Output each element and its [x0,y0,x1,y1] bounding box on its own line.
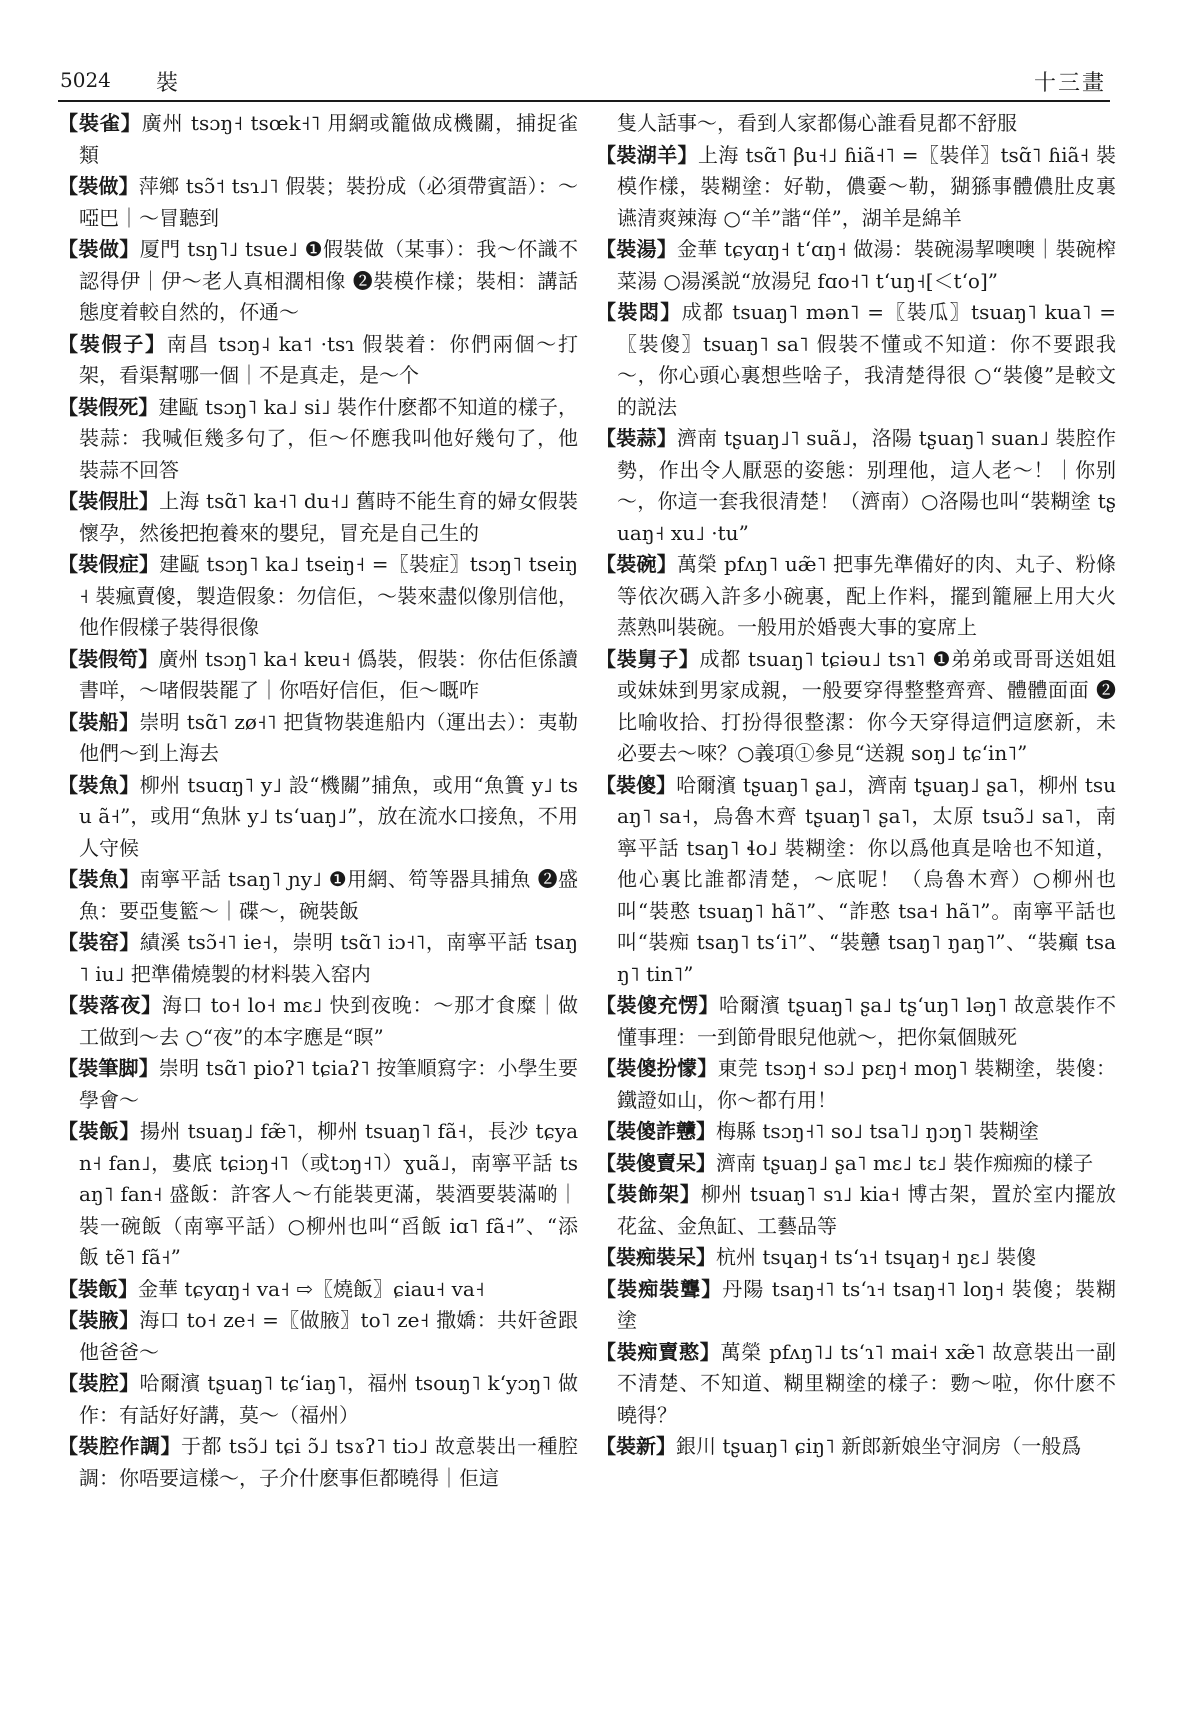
dictionary-entry [58,990,578,1053]
entry-headword: 【裝窑】 [58,930,140,954]
dictionary-entry [596,1431,1116,1463]
dictionary-entry [596,297,1116,423]
entry-definition: 銀川 tʂuaŋ˥ ɕiŋ˥ 新郎新娘坐守洞房（一般爲 [676,1434,1082,1458]
entry-headword: 【裝假症】 [58,552,160,576]
left-column [58,108,578,1688]
entry-headword: 【裝痴賣憨】 [596,1339,721,1364]
dictionary-entry [58,108,578,171]
entry-headword: 【裝傻賣呆】 [596,1150,716,1175]
entry-definition: 海口 to˧ ze˧ =〖做腋〗to˥ ze˧ 撒嬌：共奸爸跟他爸爸～ [79,1308,578,1364]
entry-definition: 上海 tsɑ̃˥ ka˧˥ du˧˩ 舊時不能生育的婦女假裝懷孕，然後把抱養來的嬰兒，冒充是自己生的 [79,489,578,545]
dictionary-entry [596,1274,1116,1337]
entry-headword: 【裝舅子】 [596,646,700,671]
dictionary-entry [596,234,1116,297]
dictionary-entry [596,423,1116,549]
entry-definition: 東莞 tsɔŋ˧ sɔ˩ pɛŋ˧ moŋ˥ 裝糊塗，裝傻：鐵證如山，你～都冇用！ [617,1056,1116,1112]
entry-definition: 隻人話事～，看到人家都傷心誰看見都不舒服 [617,111,1017,135]
dictionary-entry [596,644,1116,770]
dictionary-entry [58,1274,578,1306]
entry-headword: 【裝魚】 [58,867,140,891]
entry-headword: 【裝悶】 [596,300,682,324]
entry-definition: 濟南 tʂuaŋ˩˥ suã˩，洛陽 tʂuaŋ˥ suan˩ 裝腔作勢，作出令人厭惡的姿態：别理他，這人老～！｜你别～，你這一套我很清楚！（濟南）○洛陽也叫“裝糊塗 tʂuaŋ˧ xu˩ ·tu” [617,426,1116,545]
entry-definition: 崇明 tsɑ̃˥ zø˧˥ 把貨物裝進船内（運出去）：夷勒他們～到上海去 [79,709,578,765]
entry-headword: 【裝飯】 [58,1119,140,1143]
entry-headword: 【裝蒜】 [596,426,677,450]
entry-definition: 柳州 tsuɑŋ˥ y˩ 設“機關”捕魚，或用“魚簣 y˩ tsu ã˧”，或用“魚牀 y˩ tsʻuaŋ˩”，放在流水口接魚，不用人守候 [79,772,578,860]
dictionary-entry [58,549,578,644]
entry-definition: 厦門 tsŋ˥˩ tsue˩ ❶假裝做（某事）：我～伓識不認得伊｜伊～老人真相濶相像 ❷裝模作樣；裝相：講話態度着較自然的，伓通～ [79,237,578,324]
dictionary-entry [58,644,578,707]
entry-headword: 【裝做】 [58,174,139,198]
entry-headword: 【裝船】 [58,709,140,734]
dictionary-entry [596,1053,1116,1116]
dictionary-entry [596,108,1116,140]
entry-definition: 揚州 tsuaŋ˩ fæ̃˥，柳州 tsuaŋ˥ fã˧，長沙 tɕyan˧ fan˩，婁底 tɕiɔŋ˧˥（或tɔŋ˧˥）ɣuã˩，南寧平話 tsaŋ˥ fan˧ 盛飯：許客人～冇能裝更滿，裝酒要裝滿啲｜裝一碗飯（南寧平話）○柳州也叫“舀飯 iɑ˥ fã˧”、“添飯 tẽ˥ fã˧” [79,1119,578,1269]
entry-headword: 【裝湖羊】 [596,142,698,167]
entry-headword: 【裝痴裝呆】 [596,1245,716,1269]
entry-headword: 【裝痴裝聾】 [596,1276,723,1301]
entry-definition: 上海 tsɑ̃˥ βu˧˩ ɦiã˧˥ =〖裝佯〗tsɑ̃˥ ɦiã˧ 裝模作樣，裝糊塗：好勒，儂嫑～勒，猢猻事體儂肚皮裏䜩清爽辣海 ○“羊”諧“佯”，湖羊是綿羊 [617,142,1116,230]
entry-headword: 【裝新】 [596,1434,676,1458]
dictionary-entry [58,770,578,865]
entry-definition: 濟南 tʂuaŋ˩ ʂa˥ mɛ˩ tɛ˩ 裝作痴痴的樣子 [716,1150,1094,1175]
entry-definition: 杭州 tsɥaŋ˧ tsʻɿ˧ tsɥaŋ˧ ŋɛ˩ 裝傻 [716,1245,1037,1269]
dictionary-entry [596,140,1116,235]
entry-headword: 【裝落夜】 [58,993,162,1017]
entry-definition: 建甌 tsɔŋ˥ ka˩ si˩ 裝作什麽都不知道的樣子，裝蒜：我喊佢幾多句了，佢～伓應我叫他好幾句了，他裝蒜不回答 [79,394,578,482]
entry-headword: 【裝魚】 [58,772,140,797]
entry-headword: 【裝傻詐戇】 [596,1119,716,1143]
entry-definition: 萬榮 pfʌŋ˥˩ tsʻɿ˥ mai˧ xæ̃˥ 故意裝出一副不清楚、不知道、糊里糊塗的樣子：覅～啦，你什麽不曉得？ [617,1339,1116,1427]
entry-headword: 【裝雀】 [58,111,142,135]
entry-definition: 成都 tsuaŋ˥ mən˥ =〖裝瓜〗tsuaŋ˥ kua˥ =〖裝傻〗tsuaŋ˥ sa˥ 假裝不懂或不知道：你不要跟我～，你心頭心裏想些啥子，我清楚得很 ○“裝傻”是較文的説法 [617,300,1116,419]
dictionary-entry [58,707,578,770]
dictionary-entry [58,1305,578,1368]
entry-headword: 【裝假死】 [58,394,159,419]
entry-headword: 【裝做】 [58,237,140,261]
entry-headword: 【裝傻扮懞】 [596,1056,718,1080]
dictionary-entry [58,927,578,990]
entry-definition: 于都 tsɔ̃˩ tɕi ɔ̃˩ tsɤʔ˥ tiɔ˩ 故意裝出一種腔調：你唔要這樣～，子介什麽事佢都曉得｜佢這 [79,1434,578,1490]
entry-definition: 柳州 tsuaŋ˥ sɿ˩ kia˧ 博古架，置於室内擺放花盆、金魚缸、工藝品等 [617,1182,1116,1238]
dictionary-entry [58,1368,578,1431]
entry-definition: 丹陽 tsaŋ˧˥ tsʻɿ˧ tsaŋ˧˥ loŋ˧ 裝傻；裝糊塗 [617,1276,1116,1332]
entry-headword: 【裝飾架】 [596,1182,701,1206]
dictionary-entry [58,486,578,549]
entry-headword: 【裝湯】 [596,237,677,261]
entry-headword: 【裝腔】 [58,1371,140,1395]
entry-headword: 【裝腔作調】 [58,1434,182,1458]
dictionary-entry [58,171,578,234]
dictionary-entry [596,549,1116,644]
dictionary-entry [596,1337,1116,1432]
entry-definition: 績溪 tsɔ̃˧˥ ie˧，崇明 tsɑ̃˥ iɔ˧˥，南寧平話 tsaŋ˥ iu˩ 把準備燒製的材料裝入窑内 [79,930,578,986]
entry-headword: 【裝碗】 [596,552,677,576]
entry-definition: 廣州 tsɔŋ˧ tsœk˧˥ 用網或籠做成機關，捕捉雀類 [79,111,578,167]
stroke-count-section-label: 十三畫 [1033,71,1106,96]
entry-definition: 哈爾濱 tʂuaŋ˥ tɕʻiaŋ˥，福州 tsouŋ˥ kʻyɔŋ˥ 做作：有話好好講，莫～（福州） [79,1371,578,1427]
entry-definition: 金華 tɕyɑŋ˧ tʻɑŋ˧ 做湯：裝碗湯挈噢噢｜裝碗榨菜湯 ○湯溪説“放湯兒 fɑo˧˥ tʻuŋ˧[＜tʻo]” [617,237,1116,293]
right-column [596,108,1116,1688]
dictionary-entry [596,990,1116,1053]
dictionary-entry [58,1053,578,1116]
dictionary-entry [596,770,1116,991]
entry-headword: 【裝腋】 [58,1308,140,1332]
entry-headword: 【裝假子】 [58,331,167,356]
entry-definition: 梅縣 tsɔŋ˧˥ so˩ tsa˥˩ ŋɔŋ˥ 裝糊塗 [716,1119,1039,1143]
dictionary-entry [58,392,578,487]
page-number: 5024 [60,68,111,92]
entry-headword: 【裝傻】 [596,772,677,797]
entry-definition: 建甌 tsɔŋ˥ ka˩ tseiŋ˧ =〖裝症〗tsɔŋ˥ tseiŋ˧ 裝瘋賣傻，製造假象：勿信佢，～裝來盡似像別信他，他作假樣子裝得很像 [79,552,578,639]
entry-definition: 廣州 tsɔŋ˥ ka˧ kɐu˧ 僞裝，假裝：你估佢係讀書咩，～啫假裝罷了｜你唔好信佢，佢～嘅咋 [79,646,578,702]
entry-headword: 【裝假肚】 [58,489,160,513]
dictionary-entry [58,1116,578,1274]
dictionary-entry [596,1242,1116,1274]
running-head-character: 裝 [156,71,179,96]
entry-headword: 【裝筆脚】 [58,1056,159,1080]
entry-headword: 【裝飯】 [58,1276,138,1301]
entry-definition: 哈爾濱 tʂuaŋ˥ ʂa˩ tʂʻuŋ˥ ləŋ˥ 故意裝作不懂事理：一到節骨眼兒他就～，把你氣個賊死 [617,993,1116,1049]
dictionary-entry [596,1116,1116,1148]
entry-definition: 海口 to˧ lo˧ mɛ˩ 快到夜晚：～那才食糜｜做工做到～去 ○“夜”的本字應是“暝” [79,993,578,1049]
entry-headword: 【裝傻充愣】 [596,993,720,1017]
entry-definition: 金華 tɕyɑŋ˧ va˧ ⇨〖燒飯〗ɕiau˧ va˧ [138,1276,485,1301]
entry-definition: 南寧平話 tsaŋ˥ ɲy˩ ❶用網、笱等器具捕魚 ❷盛魚：要亞隻籃～｜碟～，碗裝飯 [79,867,578,923]
dictionary-entry [596,1148,1116,1180]
page-header [58,60,1110,102]
dictionary-entry [58,329,578,392]
entry-definition: 成都 tsuaŋ˥ tɕiəu˩ tsɿ˥ ❶弟弟或哥哥送姐姐或妹妹到男家成親，一般要穿得整整齊齊、體體面面 ❷比喻收拾、打扮得很整潔：你今天穿得這們這麽新，未必要去～唻？○義項①參見“送親 soŋ˩ tɕʻin˥” [617,646,1116,765]
dictionary-entry [596,1179,1116,1242]
entry-definition: 南昌 tsɔŋ˨ ka˦ ·tsɿ 假裝着：你們兩個～打架，看渠幫哪一個｜不是真走，是～个 [79,331,578,387]
entry-headword: 【裝假笱】 [58,646,159,671]
dictionary-entry [58,1431,578,1494]
dictionary-entry [58,234,578,329]
entry-definition: 萬榮 pfʌŋ˥ uæ̃˥ 把事先準備好的肉、丸子、粉條等依次碼入許多小碗裏，配上作料，擺到籠屜上用大火蒸熟叫裝碗。一般用於婚喪大事的宴席上 [617,552,1116,639]
entry-definition: 哈爾濱 tʂuaŋ˥ ʂa˩，濟南 tʂuaŋ˩ ʂa˥，柳州 tsuaŋ˥ sa˧，烏魯木齊 tʂuaŋ˥ ʂa˥，太原 tsuɔ̃˩ sa˥，南寧平話 tsaŋ˥ ɬo˩ 裝糊塗：你以爲他真是啥也不知道，他心裏比誰都清楚，～底呢！（烏魯木齊）○柳州也叫“裝憨 tsuaŋ˥ hã˥”、“詐憨 tsa˧ hã˥”。南寧平話也叫“裝痴 tsaŋ˥ tsʻi˥”、“裝戇 tsaŋ˥ ŋaŋ˥”、“裝癲 tsaŋ˥ tin˥” [617,772,1116,986]
dictionary-entry [58,864,578,927]
entry-definition: 萍鄉 tsɔ̃˦ tsɿ˩˥ 假裝；裝扮成（必須帶賓語）：～啞巴｜～冒聽到 [79,174,578,230]
entry-definition: 崇明 tsɑ̃˥ pioʔ˥ tɕiaʔ˥ 按筆順寫字：小學生要學會～ [79,1056,578,1112]
